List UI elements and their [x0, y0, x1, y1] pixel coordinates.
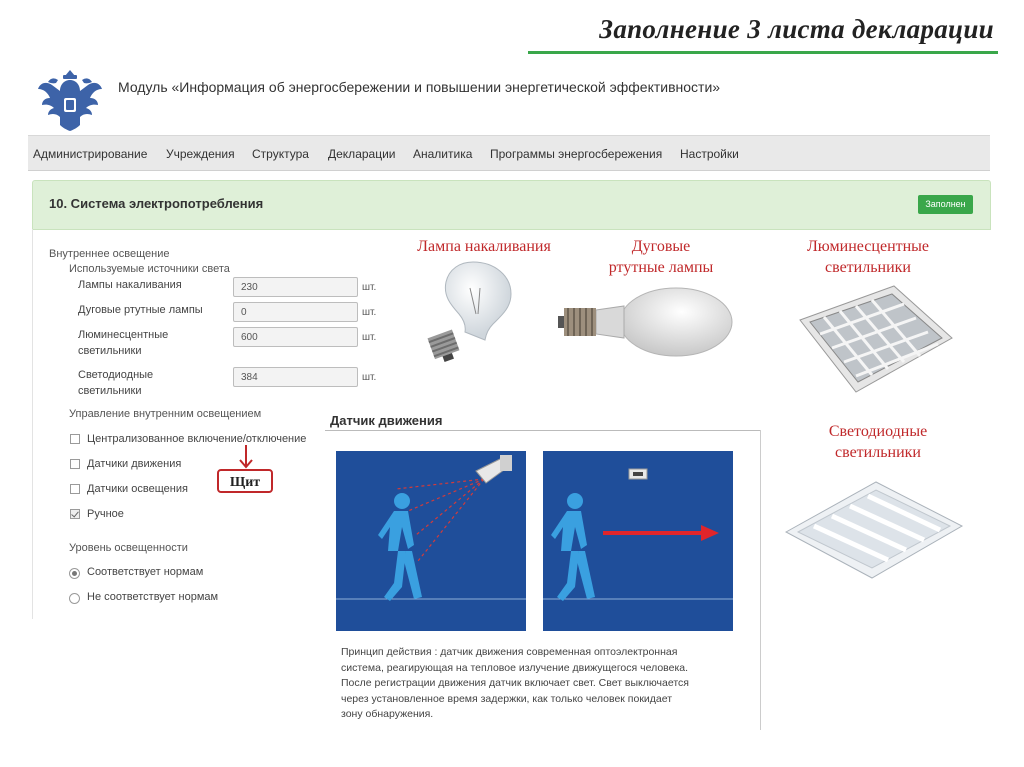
field-label-led: Светодиодные светильники: [78, 369, 154, 397]
checkbox-manual[interactable]: [70, 509, 80, 519]
panel-title: 10. Система электропотребления: [49, 196, 264, 211]
module-title: Модуль «Информация об энергосбережении и повышении энергетической эффективности»: [118, 79, 721, 95]
callout-led: Светодиодные светильники: [828, 423, 928, 461]
divider: [760, 430, 761, 730]
nav-analytics[interactable]: Аналитика: [413, 147, 473, 161]
panel-header: [32, 180, 991, 230]
checkbox-label: Ручное: [87, 508, 124, 520]
section-lighting-control: Управление внутренним освещением: [69, 408, 262, 420]
unit-label: шт.: [362, 372, 377, 383]
checkbox-motion-sensors[interactable]: [70, 459, 80, 469]
nav-settings[interactable]: Настройки: [680, 147, 739, 161]
slide-title: Заполнение 3 листа декларации: [599, 14, 994, 44]
incandescent-count-input[interactable]: 230: [233, 277, 358, 297]
field-label-incandescent: Лампы накаливания: [78, 279, 182, 291]
main-navbar: [28, 135, 990, 171]
checkbox-centralized[interactable]: [70, 434, 80, 444]
radio-label: Соответствует нормам: [87, 566, 204, 578]
arrow-down-icon: [237, 444, 255, 470]
motion-sensor-title: Датчик движения: [330, 413, 443, 428]
field-label-mercury: Дуговые ртутные лампы: [78, 304, 203, 316]
led-count-input[interactable]: 384: [233, 367, 358, 387]
fluorescent-count-input[interactable]: 600: [233, 327, 358, 347]
callout-mercury: Дуговые ртутные лампы: [608, 238, 714, 276]
nav-institutions[interactable]: Учреждения: [166, 147, 235, 161]
coat-of-arms-icon: [36, 64, 104, 134]
unit-label: шт.: [362, 332, 377, 343]
checkbox-label: Централизованное включение/отключение: [87, 433, 307, 445]
radio-meets-norms[interactable]: [69, 568, 80, 579]
radio-label: Не соответствует нормам: [87, 591, 219, 603]
nav-structure[interactable]: Структура: [252, 147, 309, 161]
section-internal-lighting: Внутреннее освещение: [49, 248, 170, 260]
status-badge: Заполнен: [918, 195, 973, 214]
incandescent-bulb-image: [418, 258, 518, 364]
title-underline: [528, 51, 998, 54]
checkbox-light-sensors[interactable]: [70, 484, 80, 494]
unit-label: шт.: [362, 307, 377, 318]
radio-not-meets-norms[interactable]: [69, 593, 80, 604]
callout-incandescent: Лампа накаливания: [417, 238, 551, 255]
callout-fluorescent: Люминесцентные светильники: [806, 238, 930, 276]
checkbox-label: Датчики движения: [87, 458, 182, 470]
divider: [325, 430, 761, 431]
fluorescent-fixture-image: [796, 282, 956, 396]
motion-sensor-description: Принцип действия : датчик движения современная оптоэлектронная система, реагирующая на тепловое излучение движущегося человека. После регистрации движения датчик включает свет. Свет выключается через установленное время задержки, как только человек покидает зону обнаружения.: [341, 646, 689, 720]
checkbox-label: Датчики освещения: [87, 483, 188, 495]
field-label-fluorescent: Люминесцентные светильники: [78, 329, 169, 357]
section-illumination-level: Уровень освещенности: [69, 542, 188, 554]
panel-board-callout: Щит: [217, 469, 273, 493]
unit-label: шт.: [362, 282, 377, 293]
motion-sensor-scene-after: [543, 451, 733, 631]
nav-energy-programs[interactable]: Программы энергосбережения: [490, 147, 663, 161]
led-fixture-image: [784, 478, 964, 582]
nav-administration[interactable]: Администрирование: [33, 147, 148, 161]
motion-sensor-scene-before: [336, 451, 526, 631]
mercury-count-input[interactable]: 0: [233, 302, 358, 322]
subsection-light-sources: Используемые источники света: [69, 263, 230, 275]
mercury-lamp-image: [556, 284, 736, 360]
nav-declarations[interactable]: Декларации: [328, 147, 396, 161]
